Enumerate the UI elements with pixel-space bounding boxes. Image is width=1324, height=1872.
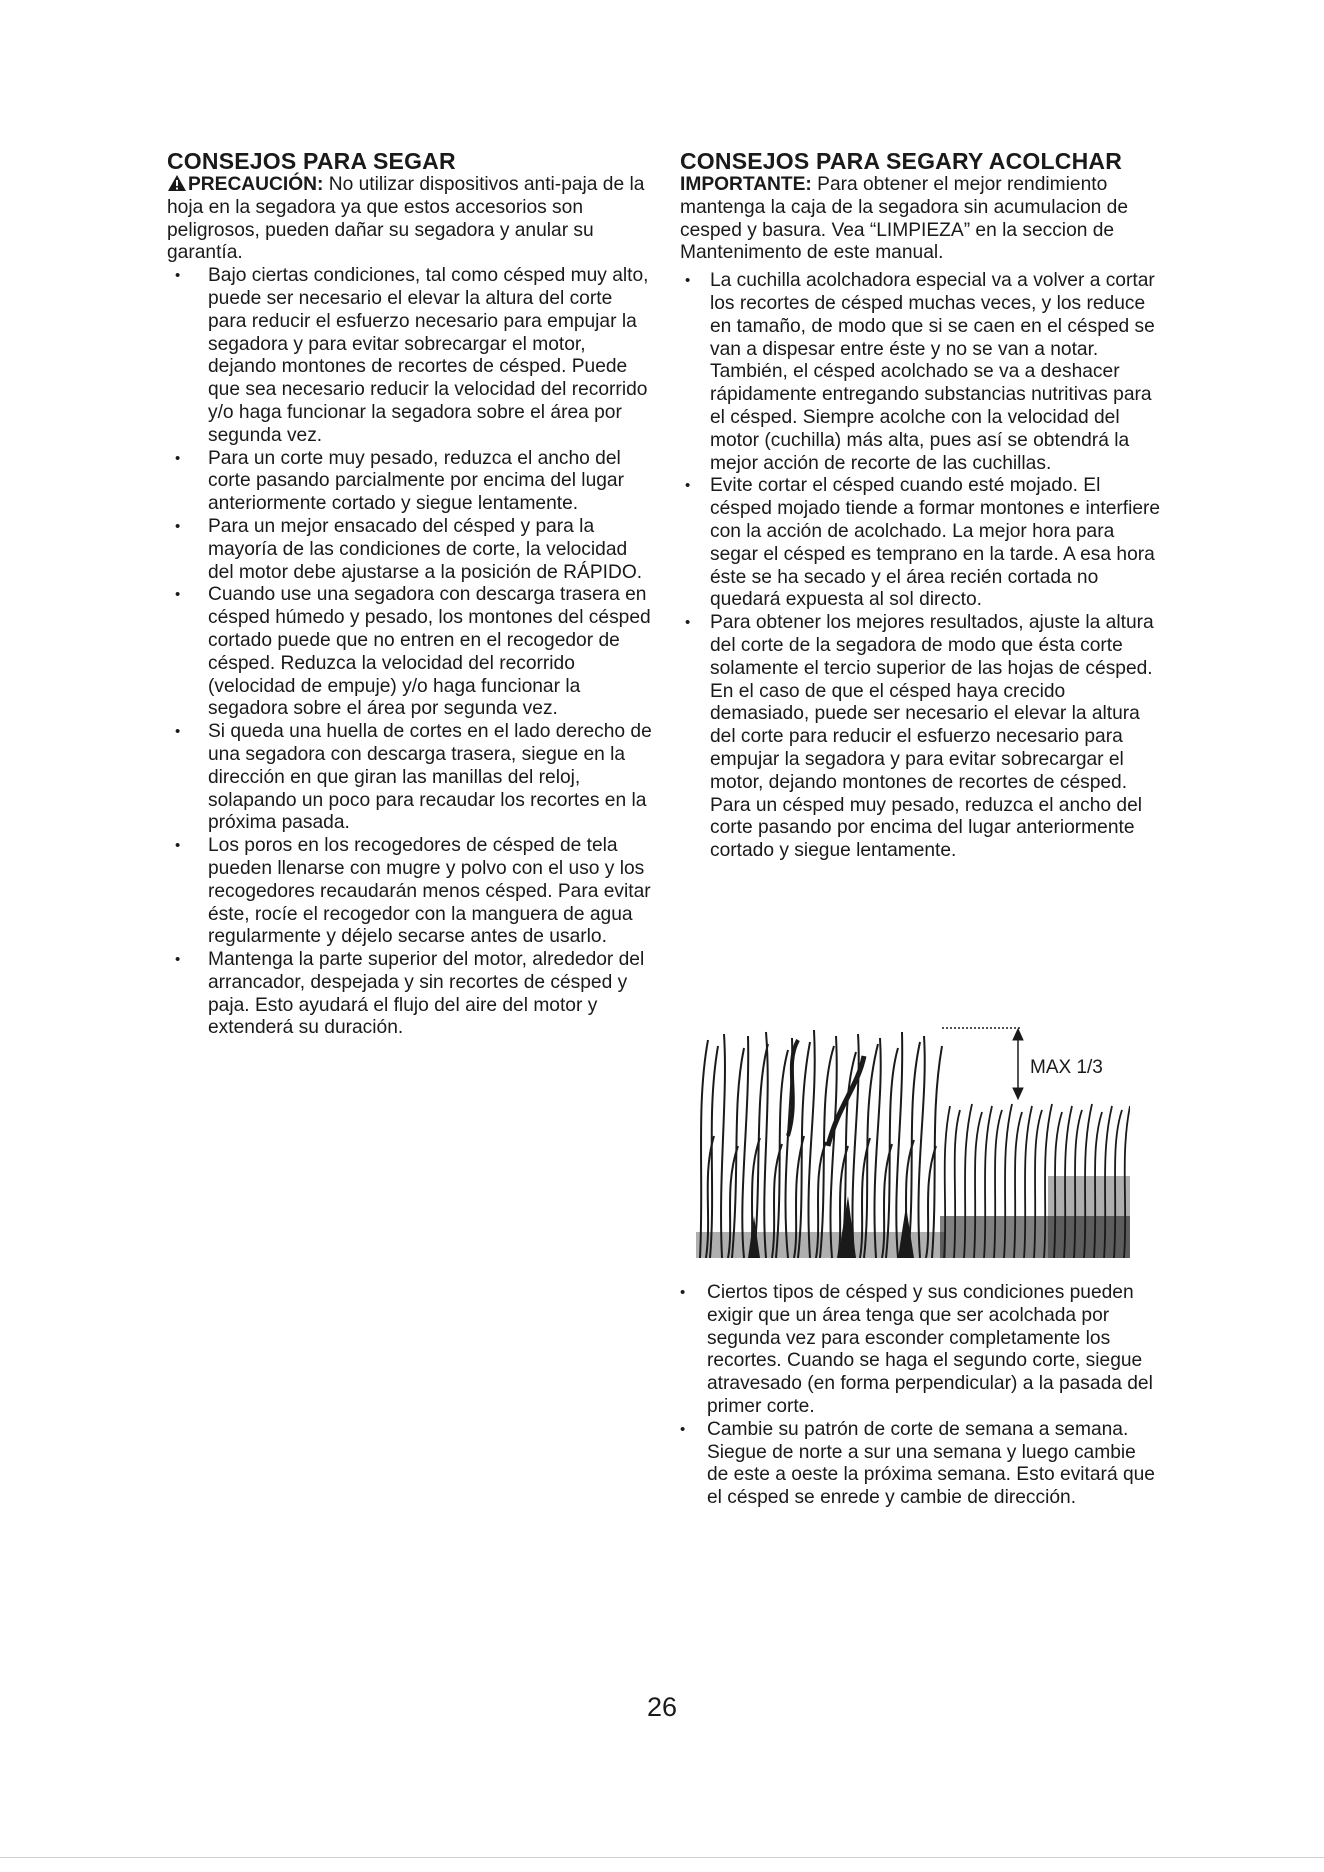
list-item: • Para un corte muy pesado, reduzca el ancho del corte pasando parcialmente por encima del lugar anteriormente cortado y siegue lentamente.	[167, 448, 655, 516]
right-column-continued	[680, 1282, 1162, 1510]
page-number: 26	[646, 1692, 678, 1722]
list-item: • Mantenga la parte superior del motor, alrededor del arrancador, despejada y sin recortes de césped y paja. Esto ayudará el flujo del aire del motor y extenderá su duración.	[167, 949, 655, 1040]
list-item: • Evite cortar el césped cuando esté mojado. El césped mojado tiende a formar montones e interfiere con la acción de acolchado. La mejor hora para segar el césped es temprano en la tarde. A esa hora éste se ha secado y el área recién cortada no quedará expuesta al sol directo.	[680, 475, 1162, 612]
mowing-tips-list	[167, 265, 655, 1040]
mowing-tips-heading: CONSEJOS PARA SEGAR	[167, 148, 456, 174]
list-item: • Cuando use una segadora con descarga trasera en césped húmedo y pesado, los montones del césped cortado puede que no entren en el recogedor de césped. Reduzca la velocidad del recorrido (velocidad de empuje) y/o haga funcionar la segadora sobre el área por segunda vez.	[167, 584, 655, 721]
list-item: • Para obtener los mejores resultados, ajuste la altura del corte de la segadora de modo que ésta corte solamente el tercio superior de las hojas de césped. En el caso de que el césped haya crecido demasiado, puede ser necesario el elevar la altura del corte para reducir el esfuerzo necesario para empujar la segadora y para evitar sobrecargar el motor, dejando montones de recortes de césped. Para un césped muy pesado, reduzca el ancho del corte pasando por encima del lugar anteriormente cortado y siegue lentamente.	[680, 612, 1162, 863]
left-column	[167, 148, 655, 1040]
important-label: IMPORTANTE:	[680, 174, 812, 195]
list-item: • Para un mejor ensacado del césped y para la mayoría de las condiciones de corte, la velocidad del motor debe ajustarse a la posición de RÁPIDO.	[167, 516, 655, 584]
max-height-marker	[942, 1028, 1023, 1099]
list-item: • Si queda una huella de cortes en el lado derecho de una segadora con descarga trasera, siegue en la dirección en que giran las manillas del reloj, solapando un poco para recaudar los recortes en la próxima pasada.	[167, 721, 655, 835]
right-column	[680, 148, 1162, 863]
mulching-tips-list	[680, 270, 1162, 863]
list-item: • Ciertos tipos de césped y sus condiciones pueden exigir que un área tenga que ser acolchada por segunda vez para esconder completamente los recortes. Cuando se haga el segundo corte, siegue atravesado (en forma perpendicular) a la pasada del primer corte.	[680, 1282, 1162, 1419]
mulching-tips-heading: CONSEJOS PARA SEGARY ACOLCHAR	[680, 148, 1123, 174]
caution-paragraph	[167, 174, 655, 265]
important-text: Para obtener el mejor rendimiento mantenga la caja de la segadora sin acumulacion de cesped y basura. Vea “LIMPIEZA” en la seccion de Mantenimento de este manual.	[680, 174, 1129, 264]
important-paragraph	[680, 174, 1162, 265]
list-item: • Los poros en los recogedores de césped de tela pueden llenarse con mugre y polvo con el uso y los recogedores recaudarán menos césped. Para evitar éste, rocíe el recogedor con la manguera de agua regularmente y déjelo secarse antes de usarlo.	[167, 835, 655, 949]
list-item: • Cambie su patrón de corte de semana a semana. Siegue de norte a sur una semana y luego cambie de este a oeste la próxima semana. Esto evitará que el césped se enrede y cambie de dirección.	[680, 1419, 1162, 1510]
grass-height-illustration	[688, 1026, 1138, 1258]
mulching-tips-list-continued	[680, 1282, 1162, 1510]
list-item: • Bajo ciertas condiciones, tal como césped muy alto, puede ser necesario el elevar la altura del corte para reducir el esfuerzo necesario para empujar la segadora y para evitar sobrecargar el motor, dejando montones de recortes de césped. Puede que sea necesario reducir la velocidad del recorrido y/o haga funcionar la segadora sobre el área por segunda vez.	[167, 265, 655, 447]
grass-illustration-svg	[688, 1026, 1138, 1258]
max-one-third-label: MAX 1/3	[1030, 1057, 1103, 1078]
warning-triangle-icon	[167, 174, 187, 192]
list-item: • La cuchilla acolchadora especial va a volver a cortar los recortes de césped muchas veces, y los reduce en tamaño, de modo que si se caen en el césped se van a dispesar entre éste y no se van a notar. También, el césped acolchado se va a deshacer rápidamente entregando substancias nutritivas para el césped. Siempre acolche con la velocidad del motor (cuchilla) más alta, pues así se obtendrá la mejor acción de recorte de las cuchillas.	[680, 270, 1162, 475]
caution-label: PRECAUCIÓN:	[188, 174, 324, 195]
caution-text: No utilizar dispositivos anti-paja de la hoja en la segadora ya que estos accesorios son peligrosos, pueden dañar su segadora y anular su garantía.	[167, 174, 645, 264]
bottom-divider	[0, 1857, 1324, 1858]
